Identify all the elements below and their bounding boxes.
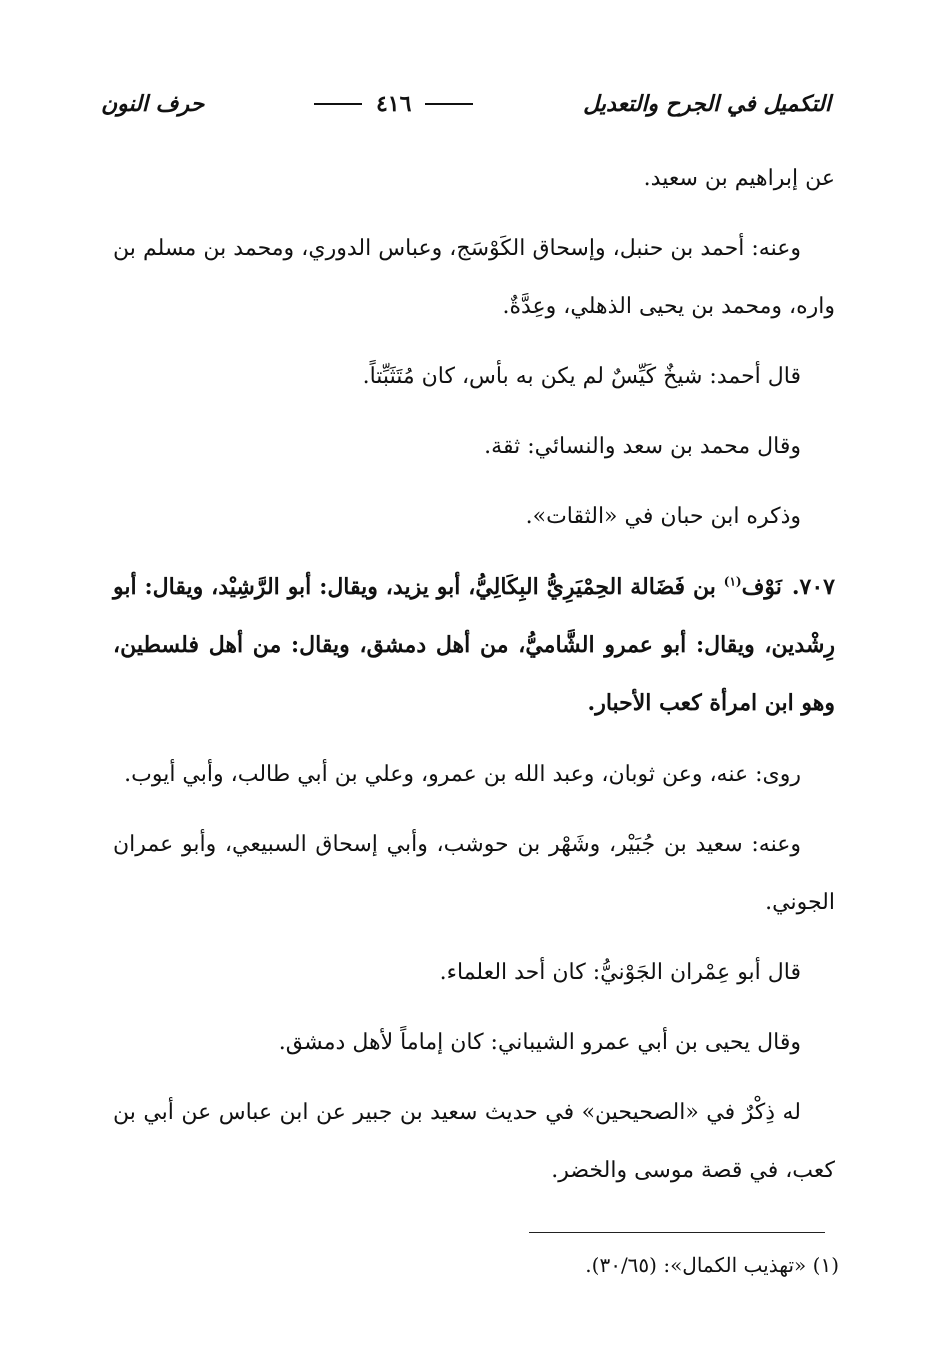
paragraph-2: وعنه: أحمد بن حنبل، وإسحاق الكَوْسَج، وعباس الدوري، ومحمد بن مسلم بن واره، ومحمد بن يحيى الذهلي، وعِدَّةٌ. <box>113 236 835 319</box>
paragraph-7: وعنه: سعيد بن جُبَيْر، وشَهْر بن حوشب، وأبي إسحاق السبيعي، وأبو عمران الجوني. <box>113 832 835 915</box>
entry-number: ٧٠٧. <box>791 574 835 600</box>
footnote-reference[interactable]: (١) <box>723 574 742 589</box>
page-number: ٤١٦ <box>375 91 412 117</box>
main-text <box>113 150 835 1212</box>
entry-text: بن فَضَالة الحِمْيَرِيُّ البِكَالِيُّ، أبو يزيد، ويقال: أبو الرَّشِيْد، ويقال: أبو رِشْدين، ويقال: أبو عمرو الشَّاميُّ، من أهل دمشق، ويقال: من أهل فلسطين، وهو ابن امرأة كعب الأحبار. <box>113 574 835 716</box>
header-dash-right <box>425 103 473 105</box>
biography-entry-heading <box>113 558 835 732</box>
footnote-divider <box>529 1232 825 1233</box>
paragraph-4: وقال محمد بن سعد والنسائي: ثقة. <box>484 434 801 459</box>
header-page-number-group <box>314 91 473 117</box>
paragraph-8: قال أبو عِمْران الجَوْنيُّ: كان أحد العلماء. <box>439 960 801 985</box>
paragraph-9: وقال يحيى بن أبي عمرو الشيباني: كان إماماً لأهل دمشق. <box>278 1030 801 1055</box>
paragraph-5: وذكره ابن حبان في «الثقات». <box>525 504 801 529</box>
running-header <box>101 82 831 126</box>
paragraph-1: عن إبراهيم بن سعيد. <box>643 166 835 191</box>
section-title: حرف النون <box>101 91 205 117</box>
paragraph-6: روى: عنه، وعن ثوبان، وعبد الله بن عمرو، وعلي بن أبي طالب، وأبي أيوب. <box>124 762 801 787</box>
footnote: (١) «تهذيب الكمال»: (٣٠/٦٥). <box>585 1253 839 1277</box>
entry-name-start: نَوْف <box>741 574 782 600</box>
paragraph-3: قال أحمد: شيخٌ كَيِّسٌ لم يكن به بأس، كان مُتَثَبِّتاً. <box>362 364 801 389</box>
header-dash-left <box>314 103 362 105</box>
paragraph-10: له ذِكْرٌ في «الصحيحين» في حديث سعيد بن جبير عن ابن عباس عن أبي بن كعب، في قصة موسى والخضر. <box>113 1100 835 1183</box>
book-title: التكميل في الجرح والتعديل <box>583 91 831 117</box>
